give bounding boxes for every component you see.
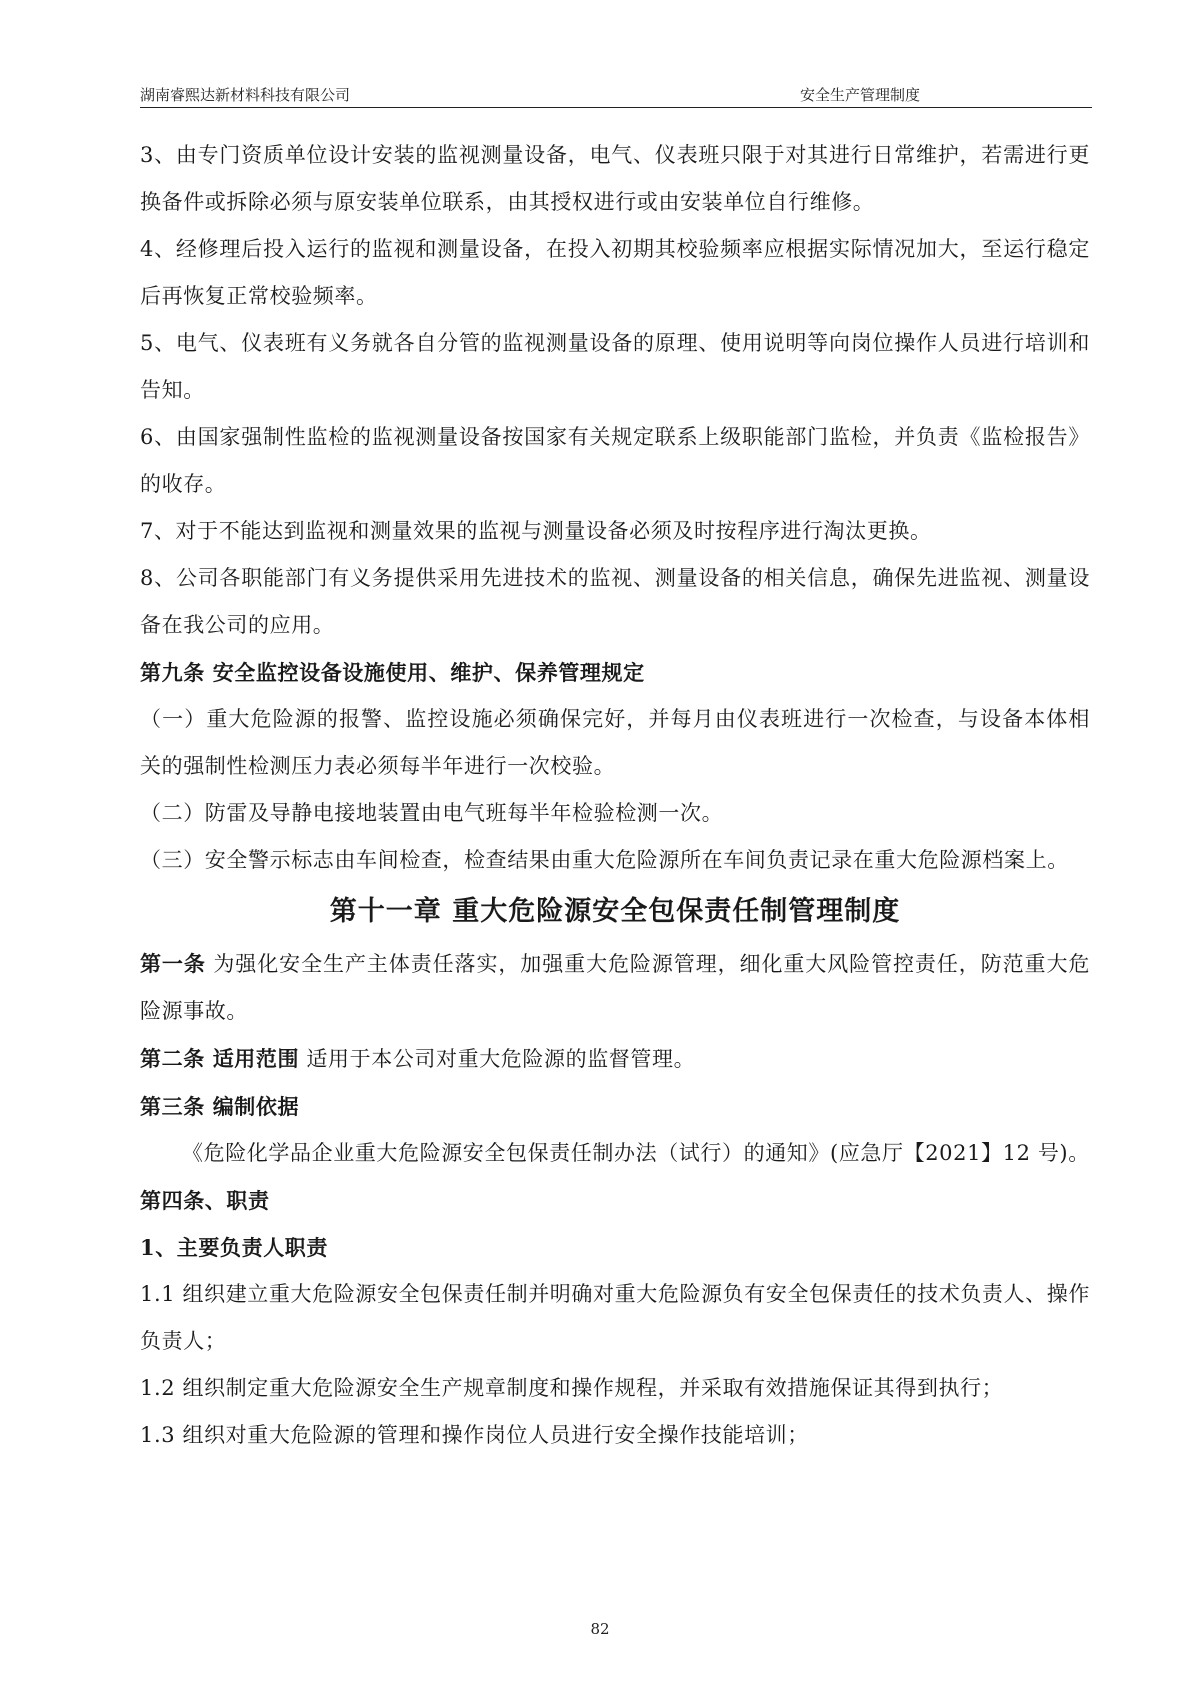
paragraph-item-8: 8、公司各职能部门有义务提供采用先进技术的监视、测量设备的相关信息，确保先进监视、测量设备在我公司的应用。 xyxy=(140,566,1090,637)
article-2-text: 适用于本公司对重大危险源的监督管理。 xyxy=(299,1047,696,1071)
paragraph-item-5: 5、电气、仪表班有义务就各自分管的监视测量设备的原理、使用说明等向岗位操作人员进行培训和告知。 xyxy=(140,331,1090,402)
article-9-clause-3: （三）安全警示标志由车间检查，检查结果由重大危险源所在车间负责记录在重大危险源档案上。 xyxy=(140,848,1069,872)
document-body xyxy=(140,132,1090,1459)
article-3-text: 《危险化学品企业重大危险源安全包保责任制办法（试行）的通知》(应急厅【2021】12 号)。 xyxy=(182,1141,1090,1165)
header-company-name: 湖南睿熙达新材料科技有限公司 xyxy=(140,86,351,104)
section-1-heading: 1、主要负责人职责 xyxy=(140,1235,329,1260)
article-2 xyxy=(140,1035,1090,1083)
paragraph-item-6: 6、由国家强制性监检的监视测量设备按国家有关规定联系上级职能部门监检，并负责《监检报告》的收存。 xyxy=(140,425,1090,496)
section-1-item-1: 1.1 组织建立重大危险源安全包保责任制并明确对重大危险源负有安全包保责任的技术负责人、操作负责人； xyxy=(140,1282,1090,1353)
section-1-item-3: 1.3 组织对重大危险源的管理和操作岗位人员进行安全操作技能培训； xyxy=(140,1423,809,1447)
article-9-clause-1: （一）重大危险源的报警、监控设施必须确保完好，并每月由仪表班进行一次检查，与设备本体相关的强制性检测压力表必须每半年进行一次校验。 xyxy=(140,707,1090,778)
article-9-clause-2: （二）防雷及导静电接地装置由电气班每半年检验检测一次。 xyxy=(140,801,724,825)
section-1-item-2: 1.2 组织制定重大危险源安全生产规章制度和操作规程，并采取有效措施保证其得到执行； xyxy=(140,1376,1004,1400)
article-4-label: 第四条、职责 xyxy=(140,1188,270,1213)
header-document-title: 安全生产管理制度 xyxy=(800,86,921,104)
article-1 xyxy=(140,940,1090,1035)
article-9-heading: 第九条 安全监控设备设施使用、维护、保养管理规定 xyxy=(140,660,645,685)
paragraph-item-4: 4、经修理后投入运行的监视和测量设备，在投入初期其校验频率应根据实际情况加大，至运行稳定后再恢复正常校验频率。 xyxy=(140,237,1090,308)
article-2-label: 第二条 适用范围 xyxy=(140,1046,300,1071)
paragraph-item-3: 3、由专门资质单位设计安装的监视测量设备，电气、仪表班只限于对其进行日常维护，若需进行更换备件或拆除必须与原安装单位联系，由其授权进行或由安装单位自行维修。 xyxy=(140,143,1090,214)
article-3-label: 第三条 编制依据 xyxy=(140,1094,300,1119)
header-divider xyxy=(140,107,1092,108)
chapter-11-heading: 第十一章 重大危险源安全包保责任制管理制度 xyxy=(329,896,901,927)
paragraph-item-7: 7、对于不能达到监视和测量效果的监视与测量设备必须及时按程序进行淘汰更换。 xyxy=(140,519,932,543)
article-1-label: 第一条 xyxy=(140,951,206,976)
article-1-text: 为强化安全生产主体责任落实，加强重大危险源管理，细化重大风险管控责任，防范重大危险源事故。 xyxy=(140,952,1090,1023)
page-number: 82 xyxy=(590,1620,610,1638)
